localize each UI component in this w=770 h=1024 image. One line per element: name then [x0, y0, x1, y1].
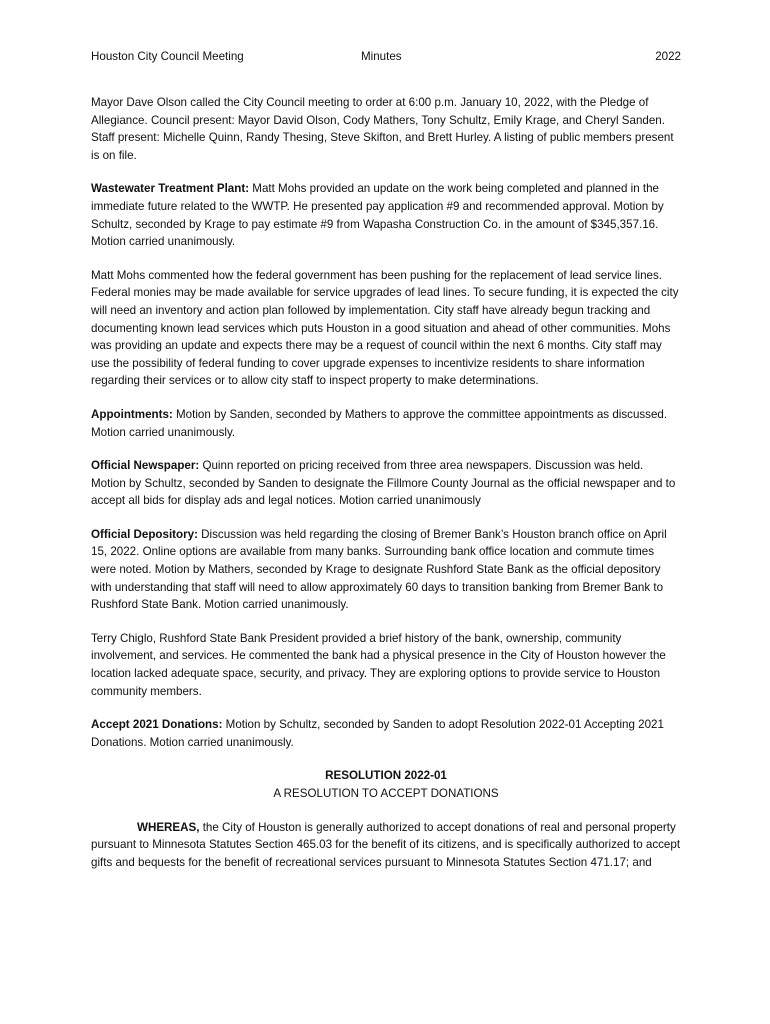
resolution-subtitle: A RESOLUTION TO ACCEPT DONATIONS	[273, 787, 499, 800]
lead-lines-paragraph: Matt Mohs commented how the federal government has been pushing for the replacement of lead service lines. Federal monies may be made available for service upgrades of lead lines. To secure funding, it is expected the city will need an inventory and action plan followed by implementation. City staff have already begun tracking and documenting known lead services which puts Houston in a good situation and ahead of other communities. Mohs was providing an update and expects there may be a request of council within the next 6 months. City staff may use the possibility of federal funding to cover upgrade expenses to incentivize residents to share information regarding their services or to allow city staff to inspect property to make determinations.	[91, 268, 679, 388]
whereas-paragraph	[91, 819, 681, 872]
rushford-paragraph: Terry Chiglo, Rushford State Bank President provided a brief history of the bank, ownership, community involvement, and services. He commented the bank had a physical presence in the City of Houston however the location lacked adequate space, security, and privacy. They are exploring options to provide service to Houston community members.	[91, 631, 666, 698]
wastewater-text: Matt Mohs provided an update on the work being completed and planned in the immediate future related to the WWTP. He presented pay application #9 and recommended approval. Motion by Schultz, seconded by Krage to pay estimate #9 from Wapasha Construction Co. in the amount of $345,357.16. Motion carried unanimously.	[91, 182, 664, 249]
resolution-title: RESOLUTION 2022-01	[325, 769, 447, 783]
depository-heading: Official Depository:	[91, 527, 198, 541]
opening-paragraph: Mayor Dave Olson called the City Council meeting to order at 6:00 p.m. January 10, 2022, with the Pledge of Allegiance. Council present: Mayor David Olson, Cody Mathers, Tony Schultz, Emily Krage, and Cheryl Sanden. Staff present: Michelle Quinn, Randy Thesing, Steve Skifton, and Brett Hurley. A listing of public members present is on file.	[91, 96, 674, 162]
wastewater-heading: Wastewater Treatment Plant:	[91, 182, 250, 196]
appointments-heading: Appointments:	[91, 407, 173, 421]
appointments-paragraph	[91, 406, 681, 441]
header-document-type: Minutes	[361, 50, 402, 63]
whereas-text: the City of Houston is generally authorized to accept donations of real and personal property pursuant to Minnesota Statutes Section 465.03 for the benefit of its citizens, and is specifically authorized to accept gifts and bequests for the benefit of recreational services pursuant to Minnesota Statutes Section 471.17; and	[91, 820, 681, 869]
donations-text: Motion by Schultz, seconded by Sanden to adopt Resolution 2022-01 Accepting 2021 Donations. Motion carried unanimously.	[91, 718, 664, 749]
wastewater-paragraph	[91, 180, 681, 250]
newspaper-paragraph	[91, 457, 681, 510]
minutes-page	[91, 48, 681, 887]
whereas-label: WHEREAS,	[137, 820, 200, 834]
newspaper-heading: Official Newspaper:	[91, 459, 200, 473]
appointments-text: Motion by Sanden, seconded by Mathers to approve the committee appointments as discussed. Motion carried unanimously.	[91, 407, 668, 439]
donations-heading: Accept 2021 Donations:	[91, 718, 223, 732]
page-header	[91, 48, 681, 66]
header-meeting-name: Houston City Council Meeting	[91, 50, 244, 63]
donations-paragraph	[91, 716, 681, 751]
header-year: 2022	[655, 50, 681, 63]
newspaper-text: Quinn reported on pricing received from three area newspapers. Discussion was held. Motion by Schultz, seconded by Sanden to designate the Fillmore County Journal as the official newspaper and to accept all bids for display ads and legal notices. Motion carried unanimously	[91, 459, 676, 508]
depository-text: Discussion was held regarding the closing of Bremer Bank’s Houston branch office on April 15, 2022. Online options are available from many banks. Surrounding bank office location and commute times were noted. Motion by Mathers, seconded by Krage to designate Rushford State Bank as the official depository with understanding that staff will need to allow approximately 60 days to transition banking from Bremer Bank to Rushford State Bank. Motion carried unanimously.	[91, 527, 667, 612]
depository-paragraph	[91, 526, 681, 614]
